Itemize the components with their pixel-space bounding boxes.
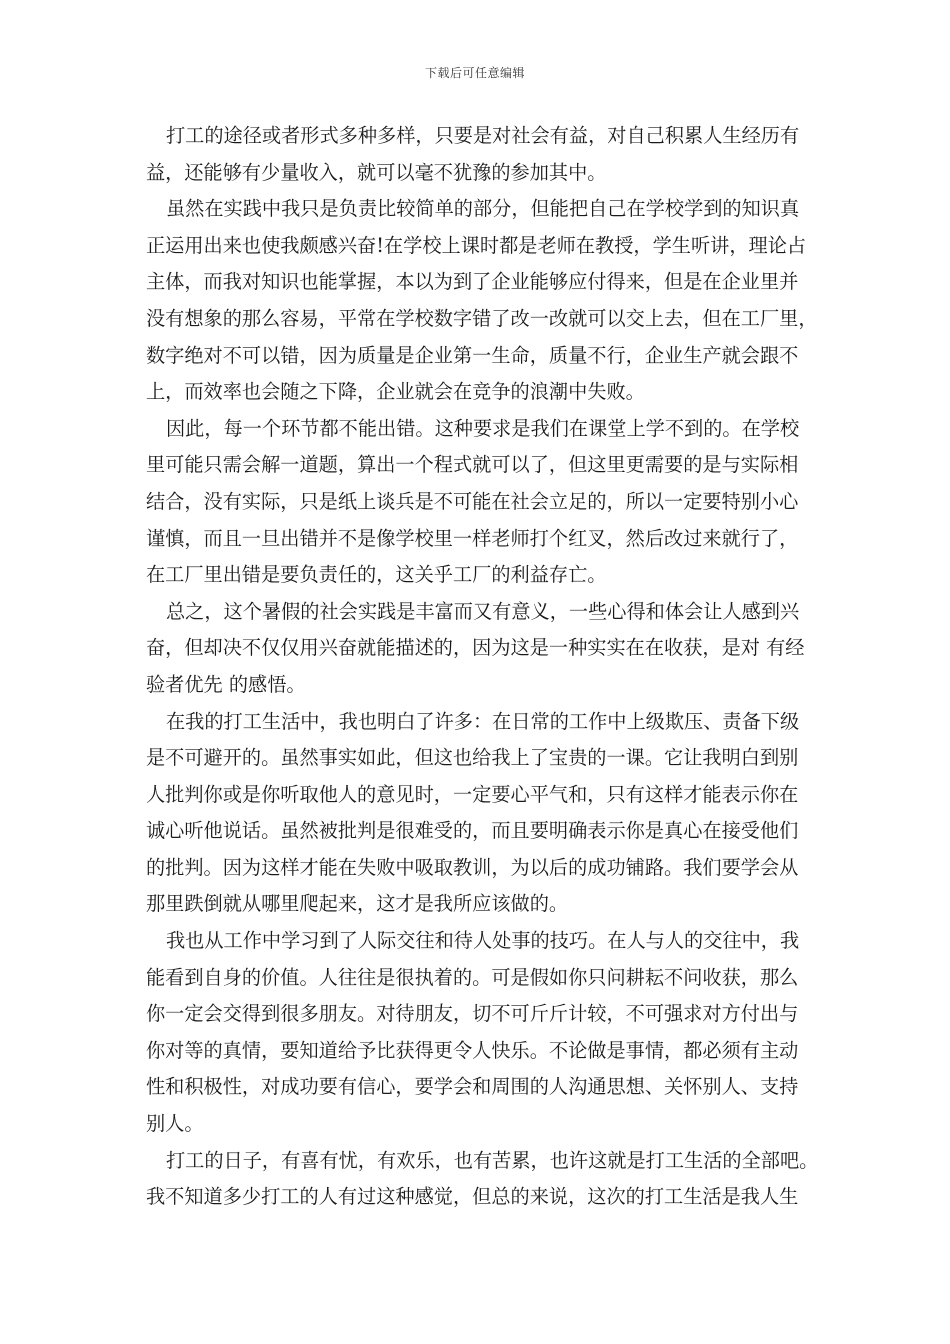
text-line: 因此，每一个环节都不能出错。这种要求是我们在课堂上学不到的。在学校	[166, 416, 800, 440]
paragraph-7	[146, 1143, 826, 1216]
text-line: 谨慎，而且一旦出错并不是像学校里一样老师打个红叉，然后改过来就行了，	[146, 526, 799, 550]
text-line: 打工的日子，有喜有忧，有欢乐，也有苦累，也许这就是打工生活的全部吧。	[166, 1148, 819, 1172]
text-line: 打工的途径或者形式多种多样，只要是对社会有益，对自己积累人生经历有	[166, 124, 800, 147]
text-line: 人批判你或是你听取他人的意见时，一定要心平气和，只有这样才能表示你在	[146, 782, 799, 806]
text-line: 别人。	[146, 1112, 204, 1136]
text-line: 性和积极性，对成功要有信心，要学会和周围的人沟通思想、关怀别人、支持	[146, 1075, 799, 1099]
text-line: 我也从工作中学习到了人际交往和待人处事的技巧。在人与人的交往中，我	[166, 929, 800, 953]
paragraph-4	[146, 594, 826, 704]
text-line: 的批判。因为这样才能在失败中吸取教训，为以后的成功铺路。我们要学会从	[146, 855, 799, 879]
text-line: 验者优先 的感悟。	[146, 672, 306, 696]
text-line: 你一定会交得到很多朋友。对待朋友，切不可斤斤计较，不可强求对方付出与	[146, 1002, 799, 1026]
text-line: 没有想象的那么容易，平常在学校数字错了改一改就可以交上去，但在工厂里，	[146, 306, 818, 330]
text-line: 那里跌倒就从哪里爬起来，这才是我所应该做的。	[146, 892, 569, 916]
text-line: 奋，但却决不仅仅用兴奋就能描述的，因为这是一种实实在在收获，是对 有经	[146, 636, 805, 660]
text-line: 结合，没有实际，只是纸上谈兵是不可能在社会立足的，所以一定要特别小心	[146, 489, 799, 513]
text-line: 正运用出来也使我颇感兴奋!在学校上课时都是老师在教授，学生听讲，理论占	[146, 233, 807, 257]
text-line: 是不可避开的。虽然事实如此，但这也给我上了宝贵的一课。它让我明白到别	[146, 746, 799, 770]
text-line: 虽然在实践中我只是负责比较简单的部分，但能把自己在学校学到的知识真	[166, 197, 800, 221]
text-line: 里可能只需会解一道题，算出一个程式就可以了，但这里更需要的是与实际相	[146, 453, 799, 477]
page-header: 下载后可任意编辑	[424, 66, 525, 80]
paragraph-2	[146, 191, 826, 411]
text-line: 总之，这个暑假的社会实践是丰富而又有意义，一些心得和体会让人感到兴	[166, 599, 800, 623]
text-line: 能看到自身的价值。人往往是很执着的。可是假如你只问耕耘不问收获，那么	[146, 965, 799, 989]
paragraph-6	[146, 923, 826, 1143]
text-line: 益，还能够有少量收入，就可以毫不犹豫的参加其中。	[146, 160, 607, 184]
text-line: 主体，而我对知识也能掌握，本以为到了企业能够应付得来，但是在企业里并	[146, 270, 799, 294]
text-line: 数字绝对不可以错，因为质量是企业第一生命，质量不行，企业生产就会跟不	[146, 343, 799, 367]
text-line: 在我的打工生活中，我也明白了许多：在日常的工作中上级欺压、责备下级	[166, 709, 800, 733]
text-line: 诚心听他说话。虽然被批判是很难受的，而且要明确表示你是真心在接受他们	[146, 819, 799, 843]
document-body	[146, 118, 826, 1216]
paragraph-3	[146, 411, 826, 594]
text-line: 在工厂里出错是要负责任的，这关乎工厂的利益存亡。	[146, 563, 607, 587]
paragraph-5	[146, 704, 826, 924]
paragraph-1	[146, 118, 826, 191]
text-line: 你对等的真情，要知道给予比获得更令人快乐。不论做是事情，都必须有主动	[146, 1038, 799, 1062]
text-line: 上，而效率也会随之下降，企业就会在竞争的浪潮中失败。	[146, 380, 645, 404]
text-line: 我不知道多少打工的人有过这种感觉，但总的来说，这次的打工生活是我人生	[146, 1185, 799, 1209]
